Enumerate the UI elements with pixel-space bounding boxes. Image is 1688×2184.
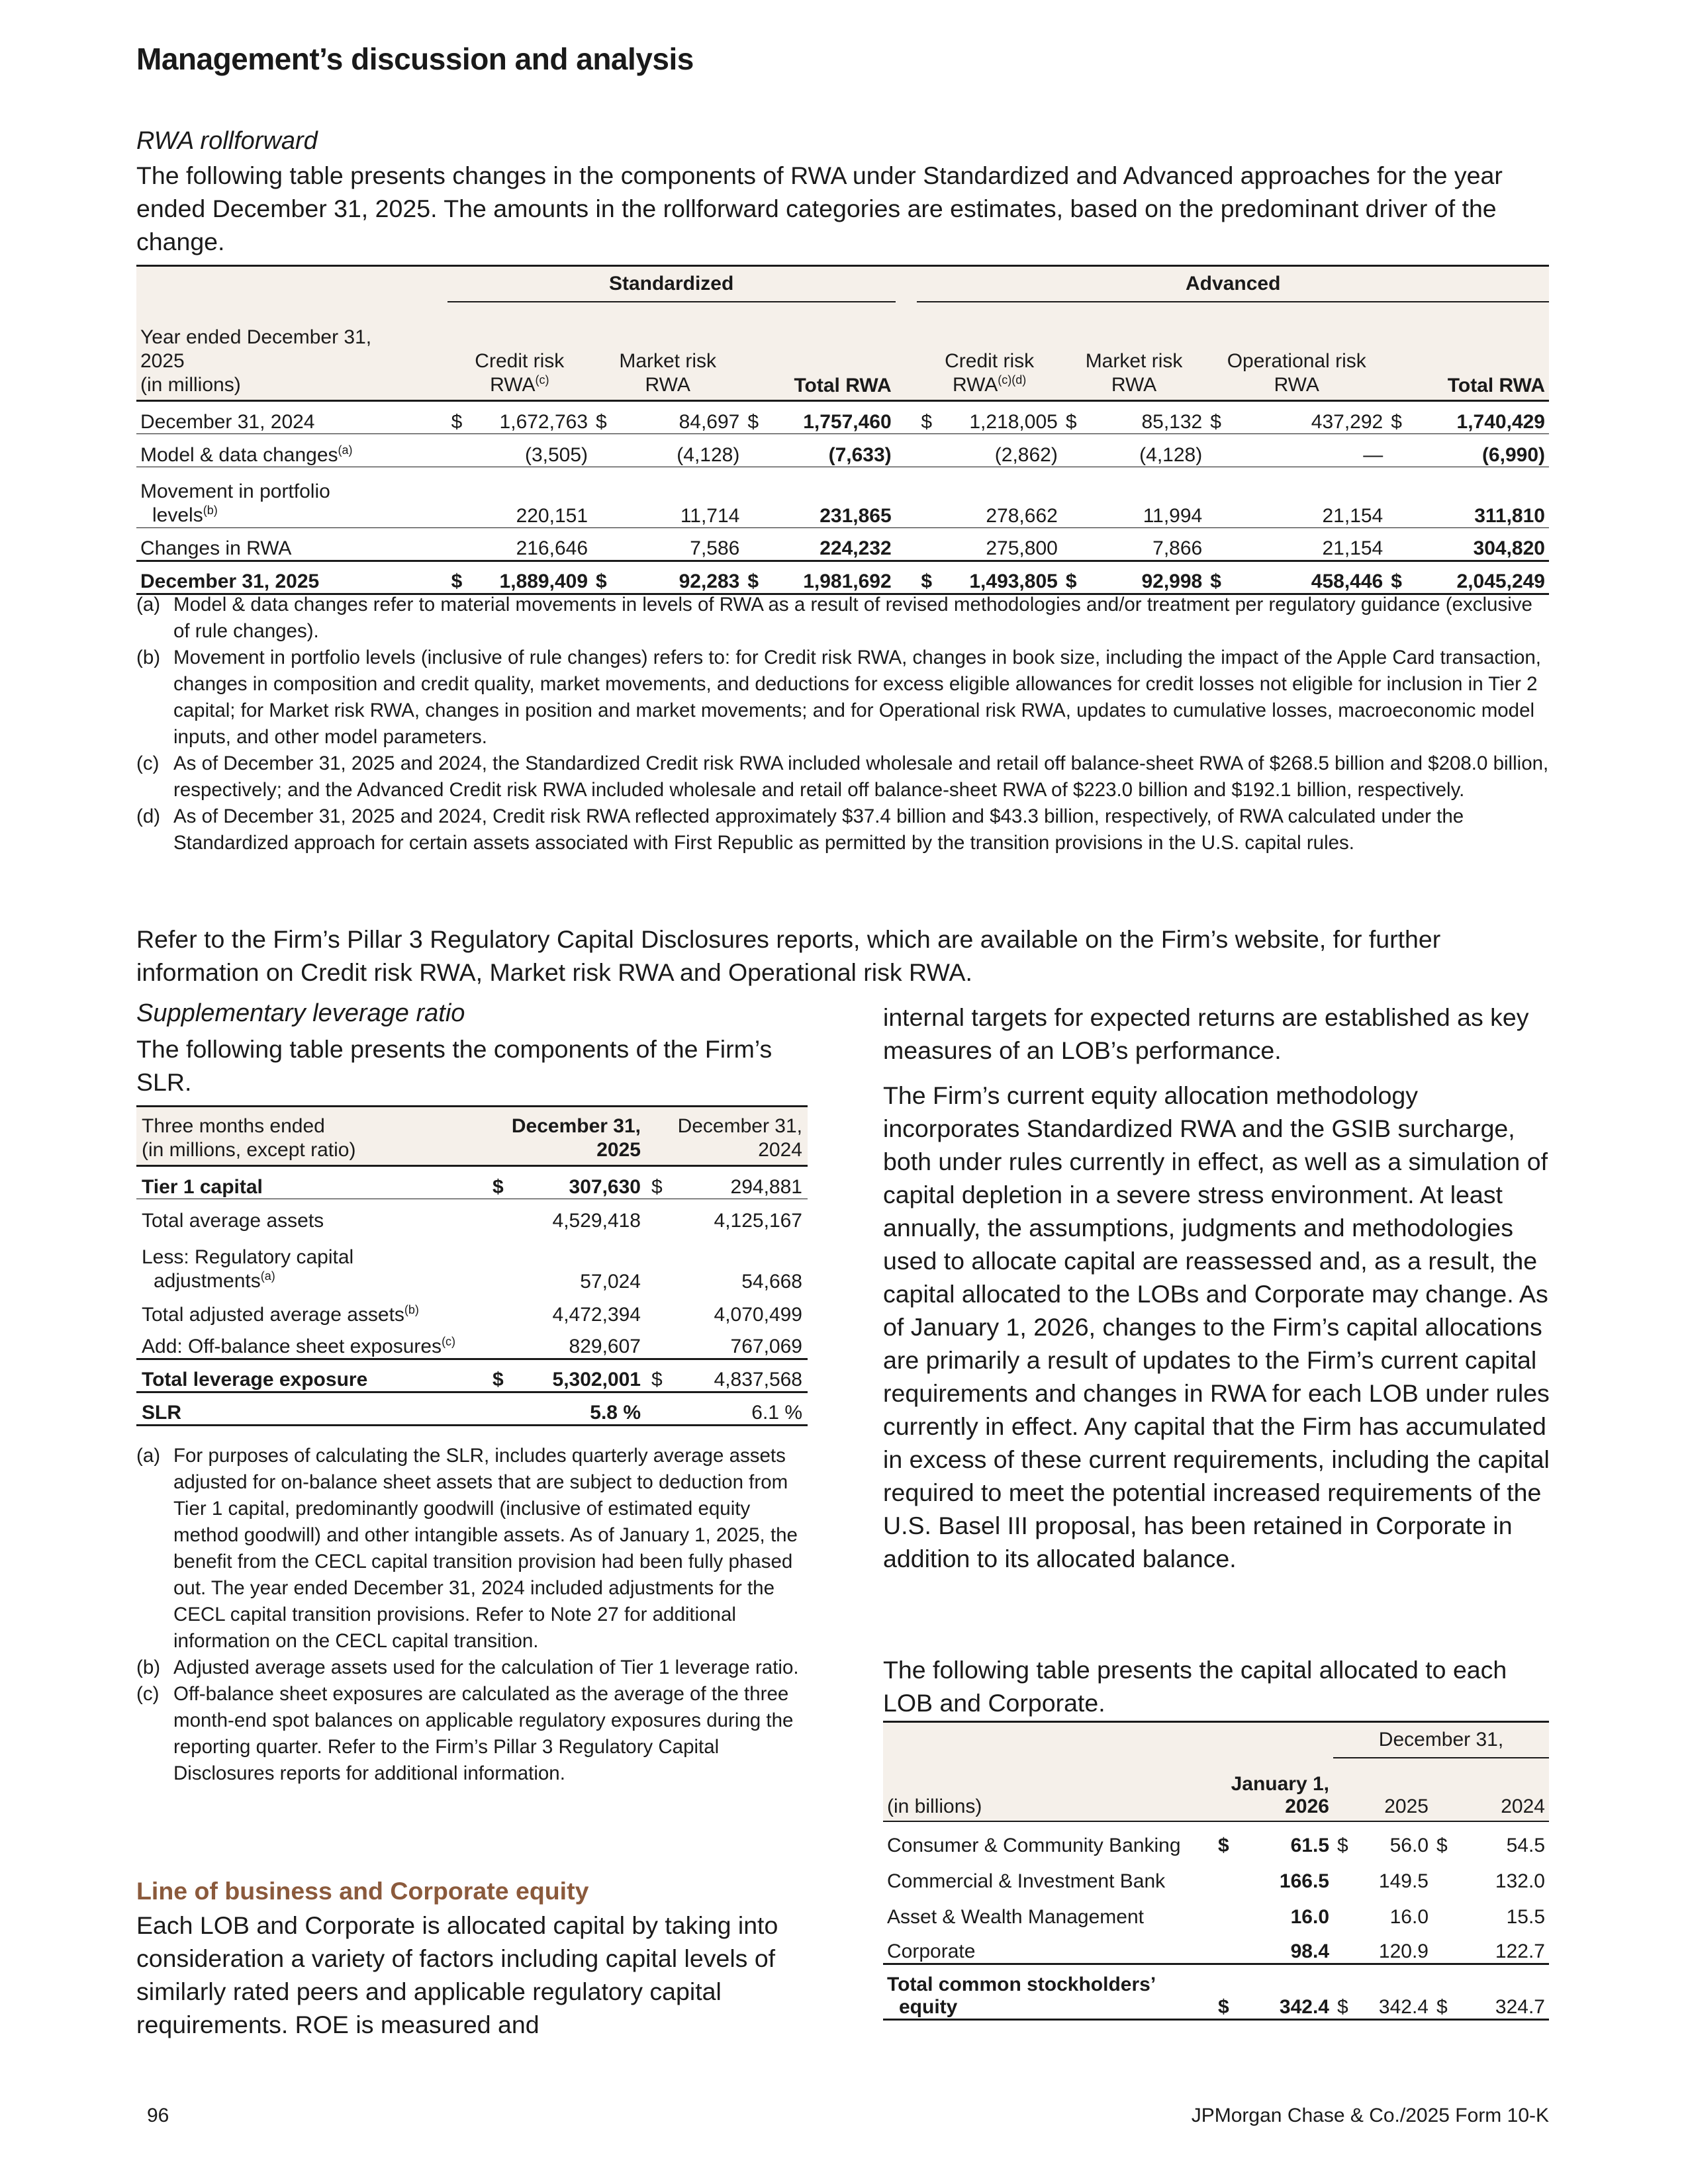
lob-dollar-sign	[1432, 1893, 1459, 1929]
rwa-cell: 220,151	[516, 505, 588, 527]
rwa-intro: The following table presents changes in the components of RWA under Standardized and Advanced approaches for the year ended December 31, 2025. The amounts in the rollforward categories are estimates, based on the predominant driver of the change.	[136, 161, 1503, 255]
lob-dollar-sign: $	[1436, 1996, 1448, 2018]
rwa-cell: 1,218,005	[969, 411, 1058, 433]
rwa-cell: 1,757,460	[803, 411, 892, 433]
lob-group-header: December 31,	[1333, 1722, 1549, 1758]
lob-cell-2026: 16.0	[1290, 1905, 1329, 1928]
page-number: 96	[147, 2105, 169, 2126]
lob-cell-2025: 120.9	[1378, 1940, 1429, 1962]
lob-cell-2024: 132.0	[1495, 1870, 1545, 1892]
rwa-cell: (7,633)	[828, 444, 892, 466]
slr-row	[136, 1293, 808, 1326]
rwa-row	[136, 467, 1549, 528]
lob-row	[883, 1821, 1549, 1857]
lob-row-label: Commercial & Investment Bank	[887, 1870, 1166, 1892]
lob-row	[883, 1964, 1549, 2020]
col-header-adv-total: Total RWA	[1387, 302, 1549, 401]
rwa-refer-text: Refer to the Firm’s Pillar 3 Regulatory Capital Disclosures reports, which are available on the Firm’s website, for further information on Credit risk RWA, Market risk RWA and Operational risk RWA.	[136, 925, 1441, 986]
rwa-cell: 1,889,409	[499, 570, 588, 592]
lob-row	[883, 1857, 1549, 1893]
rwa-dollar-sign: $	[1210, 570, 1221, 592]
rwa-cell: 11,994	[1143, 505, 1203, 527]
col-header-adv-credit: Credit risk $RWA^{(c)(d)}$	[917, 302, 1061, 401]
col-header-std-total: Total RWA	[743, 302, 895, 401]
slr-footnote	[136, 1681, 806, 1787]
rwa-dollar-sign: $	[747, 570, 759, 592]
slr-footnote	[136, 1443, 806, 1655]
rwa-dollar-sign	[447, 467, 477, 528]
slr-cell-2024: 4,070,499	[714, 1303, 802, 1326]
lob-equity-table	[883, 1721, 1549, 2021]
rwa-heading: RWA rollforward	[136, 127, 318, 155]
rwa-cell: (2,862)	[994, 444, 1058, 466]
footnote-text: As of December 31, 2025 and 2024, the Standardized Credit risk RWA included wholesale and retail off balance-sheet RWA of $268.5 billion and $208.0 billion, respectively; and the Advanced Credit risk RWA included wholesale and retail off balance-sheet RWA of $223.0 billion and $192.1 billion, respectively.	[173, 752, 1549, 801]
slr-row	[136, 1359, 808, 1392]
slr-row-label: Add: Off-balance sheet exposures$^{(c)}$	[142, 1335, 456, 1357]
rwa-cell: 21,154	[1322, 537, 1383, 559]
lob-row-label: Corporate	[887, 1940, 976, 1962]
rwa-table	[136, 265, 1549, 595]
footnote-marker: (d)	[136, 805, 161, 827]
slr-col-header-period: Three months ended (in millions, except ratio)	[136, 1107, 487, 1166]
footer-document-title: JPMorgan Chase & Co./2025 Form 10-K	[1191, 2105, 1549, 2126]
slr-dollar-sign: $	[651, 1369, 663, 1390]
footnote-text: For purposes of calculating the SLR, includes quarterly average assets adjusted for on-balance sheet assets that are subject to deduction from Tier 1 capital, predominantly goodwill (inclusive of estimated equity method goodwill) and other intangible assets. As of January 1, 2025, the benefit from the CECL capital transition provision had been fully phased out. The year ended December 31, 2024 included adjustments for the CECL capital transition provisions. Refer to Note 27 for additional information on the CECL capital transition.	[173, 1445, 798, 1652]
lob-cell-2026: 166.5	[1279, 1870, 1329, 1892]
rwa-cell: 84,697	[679, 411, 740, 433]
rwa-cell: —	[1363, 444, 1383, 466]
lob-col-header-2024: 2024	[1432, 1758, 1549, 1821]
footnote-text: Adjusted average assets used for the calculation of Tier 1 leverage ratio.	[173, 1657, 799, 1678]
col-header-std-market: Market risk RWA	[592, 302, 743, 401]
lob-cell-2024: 324.7	[1495, 1996, 1545, 2018]
slr-dollar-sign	[646, 1392, 673, 1426]
rwa-row	[136, 401, 1549, 434]
slr-cell-2025: 5,302,001	[552, 1369, 641, 1390]
rwa-footnotes	[136, 592, 1553, 856]
lob-cell-2026: 61.5	[1290, 1834, 1329, 1856]
lob-cell-2024: 54.5	[1506, 1834, 1545, 1856]
rwa-dollar-sign: $	[451, 411, 463, 433]
lob-paragraph-1-continued: internal targets for expected returns are established as key measures of an LOB’s performance.	[883, 1003, 1529, 1064]
rwa-row	[136, 561, 1549, 594]
lob-cell-2025: 149.5	[1378, 1870, 1429, 1892]
slr-row	[136, 1166, 808, 1199]
rwa-footnote	[136, 751, 1553, 803]
lob-row-label: Asset & Wealth Management	[887, 1905, 1144, 1928]
rwa-dollar-sign: $	[921, 570, 933, 592]
rwa-dollar-sign: $	[1210, 411, 1221, 433]
rwa-dollar-sign	[743, 467, 773, 528]
col-header-std-credit: Credit risk RWA$^{(c)}$	[447, 302, 592, 401]
lob-cell-2025: 16.0	[1389, 1905, 1429, 1928]
footnote-text: As of December 31, 2025 and 2024, Credit risk RWA reflected approximately $37.4 billion and $43.3 billion, respectively, of RWA calculated under the Standardized approach for certain assets associated with First Republic as permitted by the transition provisions in the U.S. capital rules.	[173, 805, 1464, 854]
slr-cell-2025: 307,630	[569, 1176, 641, 1198]
slr-cell-2024: 4,125,167	[714, 1209, 802, 1232]
slr-intro: The following table presents the components of the Firm’s SLR.	[136, 1035, 773, 1096]
slr-row	[136, 1232, 808, 1293]
lob-col-header-2026: January 1, 2026	[1214, 1758, 1333, 1821]
lob-dollar-sign	[1333, 1857, 1360, 1893]
rwa-row	[136, 434, 1549, 467]
rwa-cell: 7,586	[690, 537, 740, 559]
lob-cell-2024: 15.5	[1506, 1905, 1545, 1928]
slr-dollar-sign	[487, 1392, 514, 1426]
lob-cell-2026: 98.4	[1290, 1940, 1329, 1962]
rwa-row-label: December 31, 2025	[140, 570, 320, 592]
rwa-cell: (6,990)	[1481, 444, 1545, 466]
rwa-dollar-sign	[1387, 434, 1416, 467]
rwa-dollar-sign	[1062, 434, 1091, 467]
slr-row-label: Total average assets	[142, 1209, 324, 1232]
lob-dollar-sign	[1432, 1857, 1459, 1893]
slr-cell-2025: 57,024	[580, 1270, 641, 1293]
slr-row-label: Tier 1 capital	[142, 1176, 263, 1198]
slr-row-label: Total adjusted average assets$^{(b)}$	[142, 1302, 419, 1326]
rwa-dollar-sign	[1387, 528, 1416, 561]
slr-dollar-sign: $	[492, 1176, 504, 1198]
footnote-marker: (a)	[136, 1445, 161, 1467]
rwa-dollar-sign	[1206, 528, 1235, 561]
lob-row-label: Total common stockholders’ equity	[887, 1974, 1156, 2018]
footnote-marker: (c)	[136, 752, 160, 774]
slr-footnotes	[136, 1443, 806, 1787]
slr-row	[136, 1199, 808, 1232]
slr-table	[136, 1105, 808, 1426]
col-header-adv-market: Market risk RWA	[1062, 302, 1206, 401]
lob-dollar-sign	[1214, 1929, 1241, 1964]
footnote-marker: (b)	[136, 647, 161, 668]
rwa-dollar-sign	[592, 434, 621, 467]
slr-dollar-sign	[646, 1199, 673, 1232]
rwa-cell: 2,045,249	[1456, 570, 1545, 592]
slr-cell-2025: 829,607	[569, 1336, 641, 1357]
slr-footnote	[136, 1655, 806, 1681]
slr-cell-2024: 4,837,568	[714, 1369, 802, 1390]
rwa-dollar-sign: $	[451, 570, 463, 592]
lob-dollar-sign	[1214, 1857, 1241, 1893]
rwa-cell: 278,662	[986, 505, 1058, 527]
rwa-dollar-sign: $	[1391, 411, 1402, 433]
footnote-marker: (a)	[136, 594, 161, 615]
rwa-cell: 1,981,692	[803, 570, 892, 592]
slr-dollar-sign	[487, 1232, 514, 1293]
rwa-row-label: Model & data changes$^{(a)}$	[140, 443, 353, 466]
rwa-dollar-sign: $	[747, 411, 759, 433]
rwa-cell: 437,292	[1311, 411, 1383, 433]
rwa-dollar-sign	[1387, 467, 1416, 528]
rwa-dollar-sign: $	[596, 570, 607, 592]
page-title: Management’s discussion and analysis	[136, 42, 694, 76]
slr-cell-2025: 4,529,418	[552, 1209, 641, 1232]
rwa-row	[136, 528, 1549, 561]
lob-dollar-sign: $	[1337, 1834, 1348, 1856]
slr-row-label: Total leverage exposure	[142, 1369, 368, 1390]
lob-dollar-sign: $	[1337, 1996, 1348, 2018]
rwa-cell: (3,505)	[524, 444, 588, 466]
lob-paragraph-3: The following table presents the capital allocated to each LOB and Corporate.	[883, 1656, 1507, 1717]
lob-dollar-sign	[1333, 1929, 1360, 1964]
rwa-cell: 1,672,763	[499, 411, 588, 433]
rwa-dollar-sign	[743, 434, 773, 467]
slr-row-label: Less: Regulatory capital adjustments$^{(a)}$	[142, 1246, 354, 1292]
lob-heading: Line of business and Corporate equity	[136, 1877, 589, 1905]
slr-row	[136, 1392, 808, 1426]
lob-col-header-2025: 2025	[1333, 1758, 1432, 1821]
rwa-cell: 1,493,805	[969, 570, 1058, 592]
rwa-cell: 216,646	[516, 537, 588, 559]
slr-dollar-sign	[487, 1326, 514, 1359]
rwa-cell: 275,800	[986, 537, 1058, 559]
slr-cell-2025: 4,472,394	[552, 1303, 641, 1326]
rwa-row-label: Changes in RWA	[140, 537, 292, 559]
group-standardized: Standardized	[447, 266, 896, 302]
lob-paragraph-1: Each LOB and Corporate is allocated capital by taking into consideration a variety of factors including capital levels of similarly rated peers and applicable regulatory capital requirements. ROE is measured and	[136, 1911, 778, 2038]
rwa-dollar-sign	[447, 528, 477, 561]
footnote-marker: (b)	[136, 1657, 161, 1678]
slr-cell-2024: 6.1 %	[751, 1402, 802, 1424]
slr-heading: Supplementary leverage ratio	[136, 999, 465, 1027]
lob-cell-2025: 342.4	[1378, 1996, 1429, 2018]
rwa-cell: 21,154	[1322, 505, 1383, 527]
rwa-dollar-sign	[592, 528, 621, 561]
lob-dollar-sign	[1214, 1893, 1241, 1929]
footnote-text: Movement in portfolio levels (inclusive of rule changes) refers to: for Credit risk RWA, changes in book size, including the impact of the Apple Card transaction, changes in composition and credit quality, market movements, and deductions for excess eligible allowances for credit losses not eligible for inclusion in Tier 2 capital; for Market risk RWA, changes in position and market movements; and for Operational risk RWA, updates to cumulative losses, macroeconomic model inputs, and other model parameters.	[173, 647, 1541, 748]
rwa-cell: 304,820	[1473, 537, 1545, 559]
col-header-adv-operational: Operational risk RWA	[1206, 302, 1387, 401]
rwa-footnote	[136, 645, 1553, 751]
rwa-cell: (4,128)	[677, 444, 740, 466]
slr-row-label: SLR	[142, 1402, 181, 1424]
rwa-footnote	[136, 803, 1553, 856]
slr-cell-2024: 294,881	[730, 1176, 802, 1198]
col-header-period: Year ended December 31, 2025 (in millions)	[136, 302, 447, 401]
rwa-cell: 231,865	[820, 505, 892, 527]
slr-dollar-sign: $	[651, 1176, 663, 1198]
footnote-text: Off-balance sheet exposures are calculated as the average of the three month-end spot balances on applicable regulatory exposures during the reporting quarter. Refer to the Firm’s Pillar 3 Regulatory Capital Disclosures reports for additional information.	[173, 1683, 794, 1784]
rwa-cell: 92,998	[1141, 570, 1203, 592]
lob-row	[883, 1893, 1549, 1929]
slr-cell-2024: 767,069	[730, 1336, 802, 1357]
footnote-marker: (c)	[136, 1683, 160, 1705]
lob-paragraph-2: The Firm’s current equity allocation methodology incorporates Standardized RWA and the GSIB surcharge, both under rules currently in effect, as well as a simulation of capital depletion in a severe stress environment. At least annually, the assumptions, judgments and methodologies used to allocate capital are reassessed and, as a result, the capital allocated to the LOBs and Corporate may change. As of January 1, 2026, changes to the Firm’s capital allocations are primarily a result of updates to the Firm’s current capital requirements and changes in RWA for each LOB under rules currently in effect. Any capital that the Firm has accumulated in excess of these current requirements, including the capital required to meet the potential increased requirements of the U.S. Basel III proposal, has been retained in Corporate in addition to its allocated balance.	[883, 1081, 1550, 1572]
rwa-dollar-sign	[917, 528, 946, 561]
rwa-cell: 85,132	[1141, 411, 1203, 433]
slr-dollar-sign	[646, 1326, 673, 1359]
rwa-dollar-sign	[592, 467, 621, 528]
rwa-cell: 1,740,429	[1456, 411, 1545, 433]
rwa-dollar-sign	[743, 528, 773, 561]
rwa-dollar-sign: $	[1065, 411, 1077, 433]
rwa-dollar-sign: $	[1065, 570, 1077, 592]
lob-row-label: Consumer & Community Banking	[887, 1834, 1181, 1856]
rwa-cell: 11,714	[680, 505, 740, 527]
rwa-dollar-sign	[1206, 467, 1235, 528]
lob-dollar-sign	[1432, 1929, 1459, 1964]
rwa-cell: 7,866	[1152, 537, 1203, 559]
slr-col-header-2024: December 31, 2024	[646, 1107, 808, 1166]
lob-row	[883, 1929, 1549, 1964]
rwa-row-label: December 31, 2024	[140, 411, 315, 433]
slr-row	[136, 1326, 808, 1359]
lob-cell-2026: 342.4	[1279, 1996, 1329, 2018]
slr-dollar-sign	[487, 1293, 514, 1326]
lob-dollar-sign: $	[1218, 1996, 1229, 2018]
rwa-dollar-sign	[1062, 528, 1091, 561]
lob-dollar-sign: $	[1436, 1834, 1448, 1856]
slr-dollar-sign: $	[492, 1369, 504, 1390]
rwa-footnote	[136, 592, 1553, 645]
rwa-cell: 458,446	[1311, 570, 1383, 592]
lob-dollar-sign	[1333, 1893, 1360, 1929]
rwa-dollar-sign	[447, 434, 477, 467]
lob-dollar-sign: $	[1218, 1834, 1229, 1856]
slr-col-header-2025: December 31, 2025	[487, 1107, 646, 1166]
slr-cell-2025: 5.8 %	[590, 1402, 641, 1424]
rwa-row-label: Movement in portfolio levels$^{(b)}$	[140, 480, 330, 526]
lob-col-header-units: (in billions)	[883, 1758, 1214, 1821]
rwa-dollar-sign: $	[596, 411, 607, 433]
rwa-cell: 224,232	[820, 537, 892, 559]
lob-cell-2024: 122.7	[1495, 1940, 1545, 1962]
rwa-cell: 92,283	[679, 570, 740, 592]
slr-dollar-sign	[646, 1293, 673, 1326]
rwa-dollar-sign: $	[921, 411, 933, 433]
rwa-dollar-sign	[917, 467, 946, 528]
slr-dollar-sign	[487, 1199, 514, 1232]
slr-dollar-sign	[646, 1232, 673, 1293]
rwa-cell: (4,128)	[1139, 444, 1203, 466]
rwa-dollar-sign	[917, 434, 946, 467]
rwa-dollar-sign	[1062, 467, 1091, 528]
slr-cell-2024: 54,668	[741, 1270, 802, 1293]
rwa-cell: 311,810	[1474, 505, 1545, 527]
rwa-dollar-sign: $	[1391, 570, 1402, 592]
rwa-dollar-sign	[1206, 434, 1235, 467]
lob-cell-2025: 56.0	[1389, 1834, 1429, 1856]
group-advanced: Advanced	[917, 266, 1549, 302]
footnote-text: Model & data changes refer to material movements in levels of RWA as a result of revised methodologies and/or treatment per regulatory guidance (exclusive of rule changes).	[173, 594, 1532, 642]
